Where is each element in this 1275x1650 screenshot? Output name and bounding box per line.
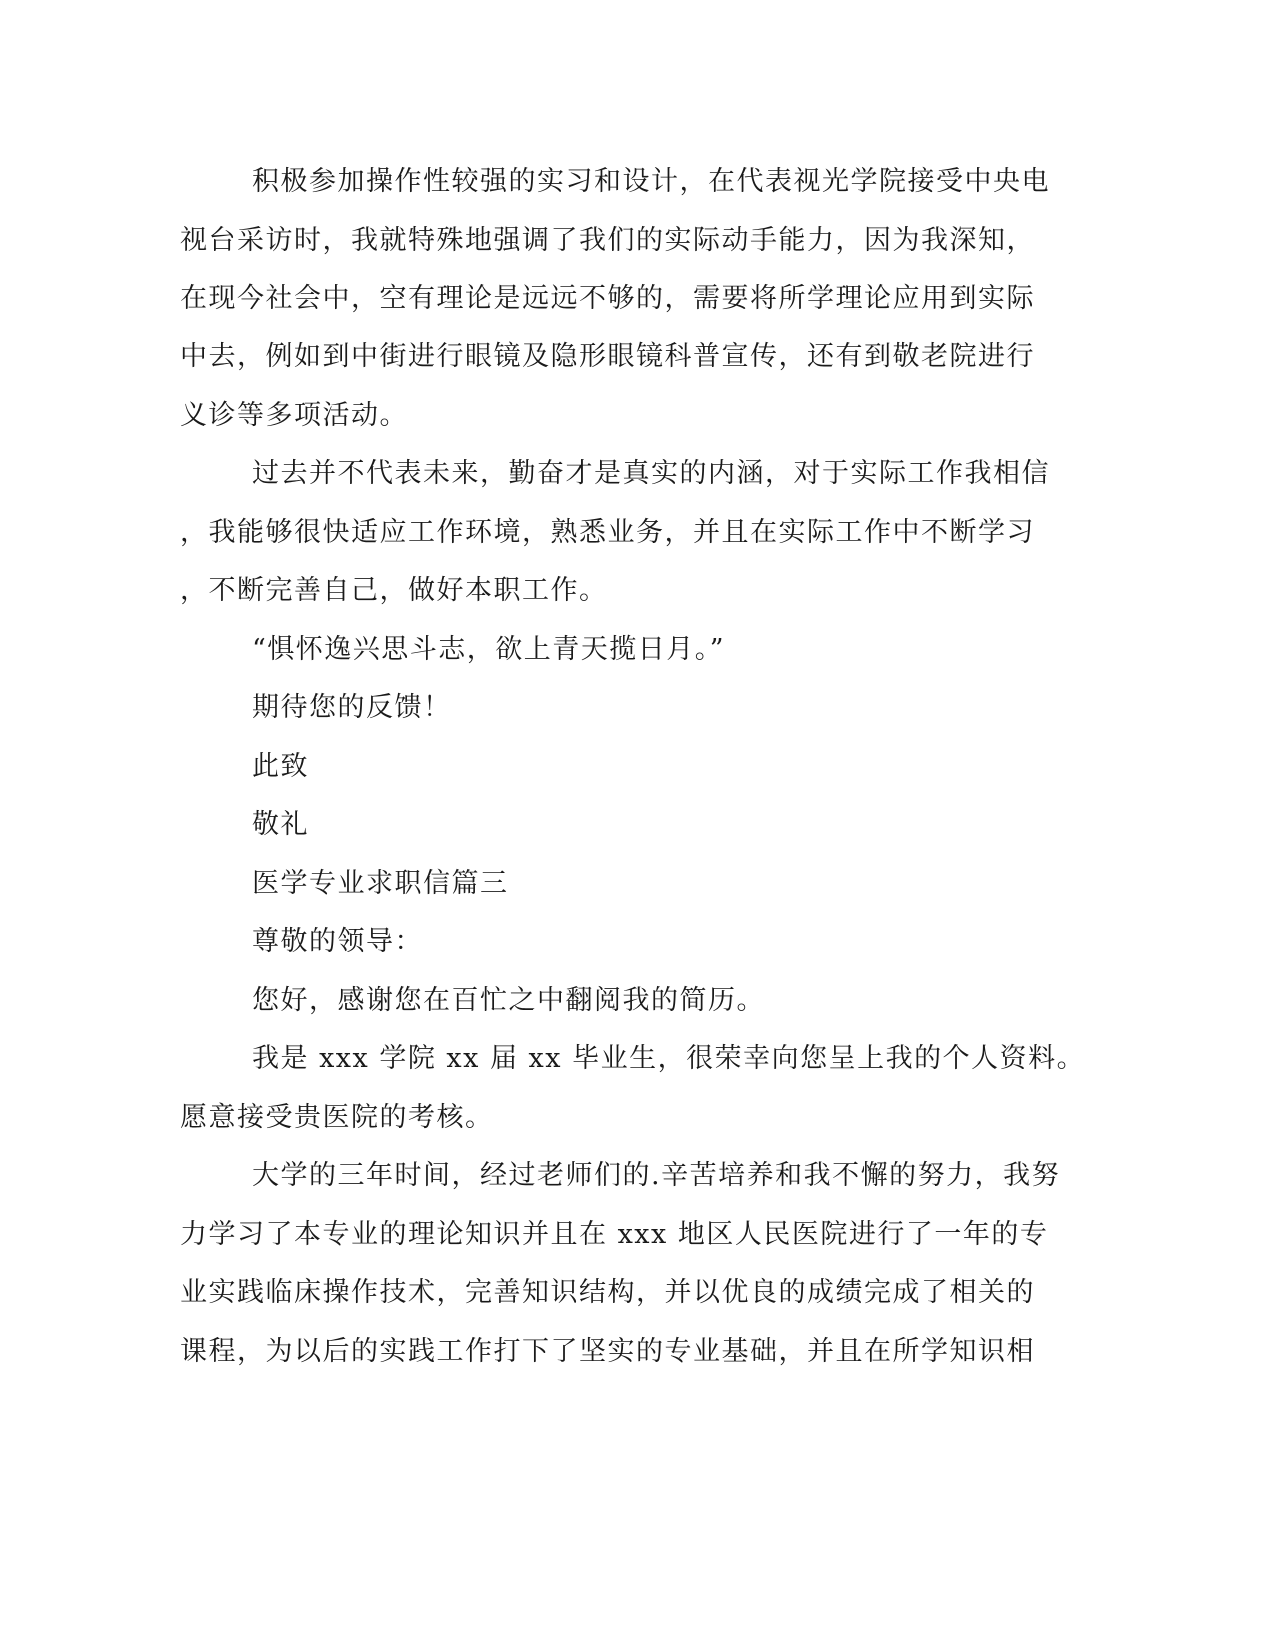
text-line: 大学的三年时间，经过老师们的.辛苦培养和我不懈的努力，我努 — [252, 1160, 1061, 1191]
text-line: ，我能够很快适应工作环境，熟悉业务，并且在实际工作中不断学习 — [180, 517, 1035, 548]
text-line: 期待您的反馈！ — [252, 692, 452, 723]
text-line: 中去，例如到中街进行眼镜及隐形眼镜科普宣传，还有到敬老院进行 — [180, 341, 1035, 372]
text-line: 您好，感谢您在百忙之中翻阅我的简历。 — [252, 985, 765, 1016]
closing-line: 敬礼 — [252, 809, 309, 840]
closing-line: 此致 — [252, 751, 309, 782]
salutation-line: 尊敬的领导： — [252, 926, 423, 957]
text-line: 在现今社会中，空有理论是远远不够的，需要将所学理论应用到实际 — [180, 283, 1035, 314]
text-line: 业实践临床操作技术，完善知识结构，并以优良的成绩完成了相关的 — [180, 1277, 1035, 1308]
quote-line: “惧怀逸兴思斗志，欲上青天揽日月。” — [252, 634, 726, 665]
text-line: 过去并不代表未来，勤奋才是真实的内涵，对于实际工作我相信 — [252, 458, 1050, 489]
text-line: 义诊等多项活动。 — [180, 400, 408, 431]
text-line: 力学习了本专业的理论知识并且在 xxx 地区人民医院进行了一年的专 — [180, 1219, 1049, 1250]
text-line: 视台采访时，我就特殊地强调了我们的实际动手能力，因为我深知， — [180, 225, 1035, 256]
text-line: ，不断完善自己，做好本职工作。 — [180, 575, 608, 606]
text-line: 课程，为以后的实践工作打下了坚实的专业基础，并且在所学知识相 — [180, 1336, 1035, 1367]
text-line: 愿意接受贵医院的考核。 — [180, 1102, 494, 1133]
text-line: 我是 xxx 学院 xx 届 xx 毕业生，很荣幸向您呈上我的个人资料。 — [252, 1043, 1086, 1074]
text-line: 积极参加操作性较强的实习和设计，在代表视光学院接受中央电 — [252, 166, 1050, 197]
section-heading: 医学专业求职信篇三 — [252, 868, 509, 899]
